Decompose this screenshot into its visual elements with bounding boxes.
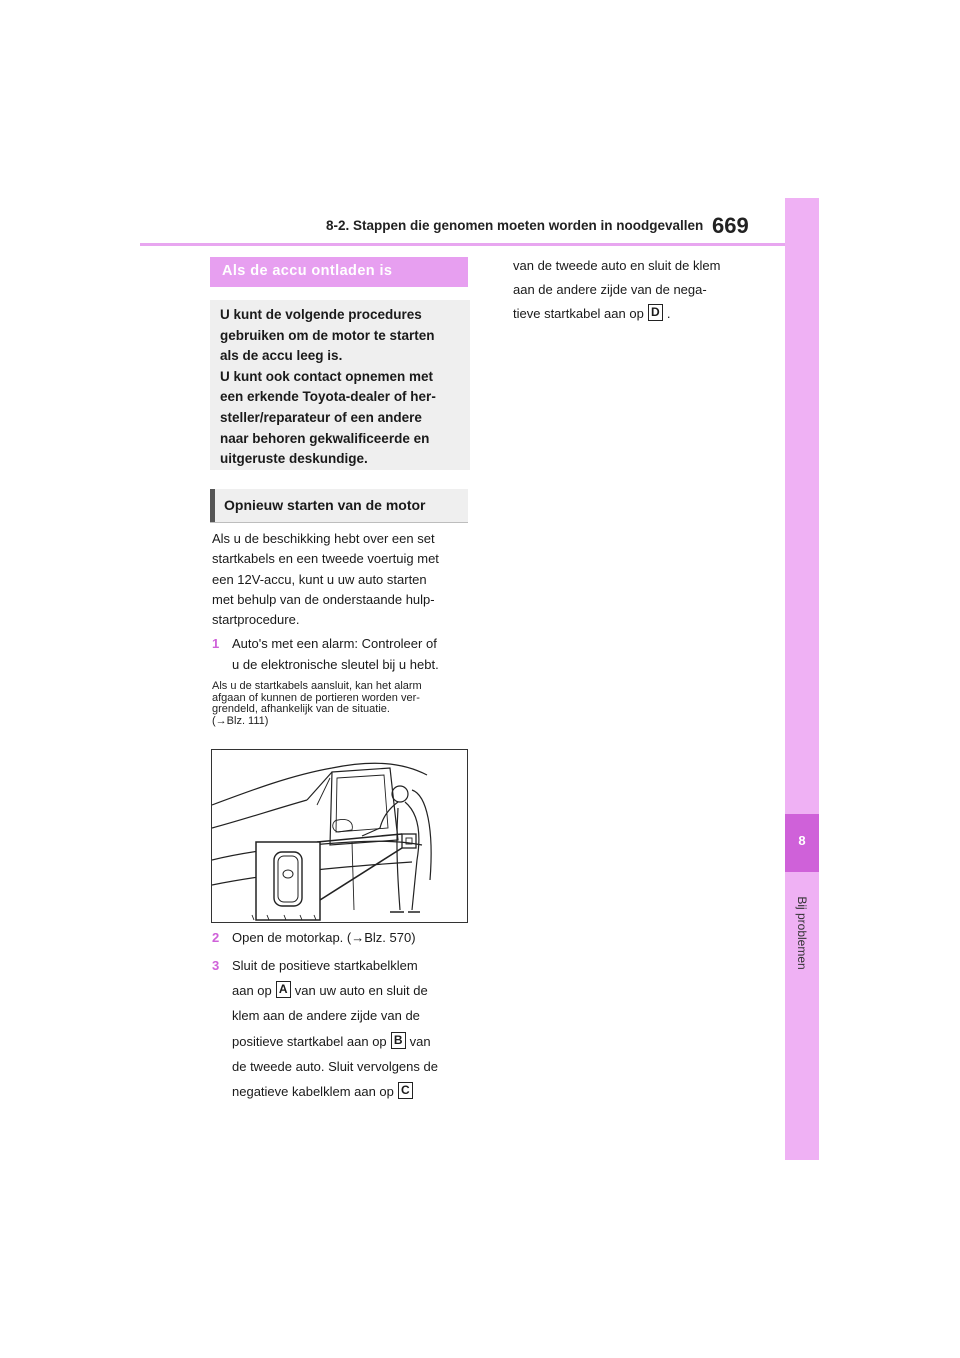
step-2: 2 Open de motorkap. (→Blz. 570) xyxy=(212,928,474,948)
chapter-title: Bij problemen xyxy=(795,896,809,970)
continuation-paragraph: van de tweede auto en sluit de klem aan de andere zijde van de nega- tieve startkabel aan op D . xyxy=(513,258,721,321)
step-2-number: 2 xyxy=(212,930,220,945)
label-a: A xyxy=(276,981,291,998)
step-1-number: 1 xyxy=(212,636,220,652)
heading-battery-discharged-text: Als de accu ontladen is xyxy=(222,263,393,279)
heading-battery-discharged xyxy=(210,257,468,287)
step-1: 1 Auto's met een alarm: Controleer of u de elektronische sleutel bij u hebt. xyxy=(212,636,439,672)
heading-bar xyxy=(210,489,215,522)
label-d: D xyxy=(648,304,663,321)
heading-restart-engine-text: Opnieuw starten van de motor xyxy=(224,497,426,513)
illustration-electronic-key xyxy=(211,749,468,923)
alarm-note: Als u de startkabels aansluit, kan het alarm afgaan of kunnen de portieren worden ver- grendeld, afhankelijk van de situatie. (→Blz. 111) xyxy=(212,680,422,727)
chapter-number: 8 xyxy=(798,833,806,848)
heading-restart-engine xyxy=(210,489,468,523)
chapter-side-strip xyxy=(785,198,819,1160)
info-box xyxy=(210,300,470,470)
step-3-number: 3 xyxy=(212,958,220,973)
label-b: B xyxy=(391,1032,406,1049)
step-3: 3 Sluit de positieve startkabelklem aan op A van uw auto en sluit de klem aan de andere zijde van de positieve startkabel aan op B van de tweede auto. Sluit vervolgens de negatieve kabelklem aan op C xyxy=(212,953,474,1104)
page-number: 669 xyxy=(712,213,749,238)
intro-paragraph: Als u de beschikking hebt over een set startkabels en een tweede voertuig met een 12V-accu, kunt u uw auto starten met behulp van de onderstaande hulp- startprocedure. 1 Auto's met een alarm: Controleer of u de elektronische sleutel bij u hebt. xyxy=(212,529,474,675)
header-rule xyxy=(140,243,785,246)
section-title: 8-2. Stappen die genomen moeten worden in noodgevallen xyxy=(326,218,704,233)
label-c: C xyxy=(398,1082,413,1099)
info-text: U kunt de volgende procedures gebruiken om de motor te starten als de accu leeg is. U kunt ook contact opnemen met een erkende Toyota-dealer of her- steller/reparateur of een andere naar behoren gekwalificeerde en uitgeruste deskundige. xyxy=(220,307,436,467)
